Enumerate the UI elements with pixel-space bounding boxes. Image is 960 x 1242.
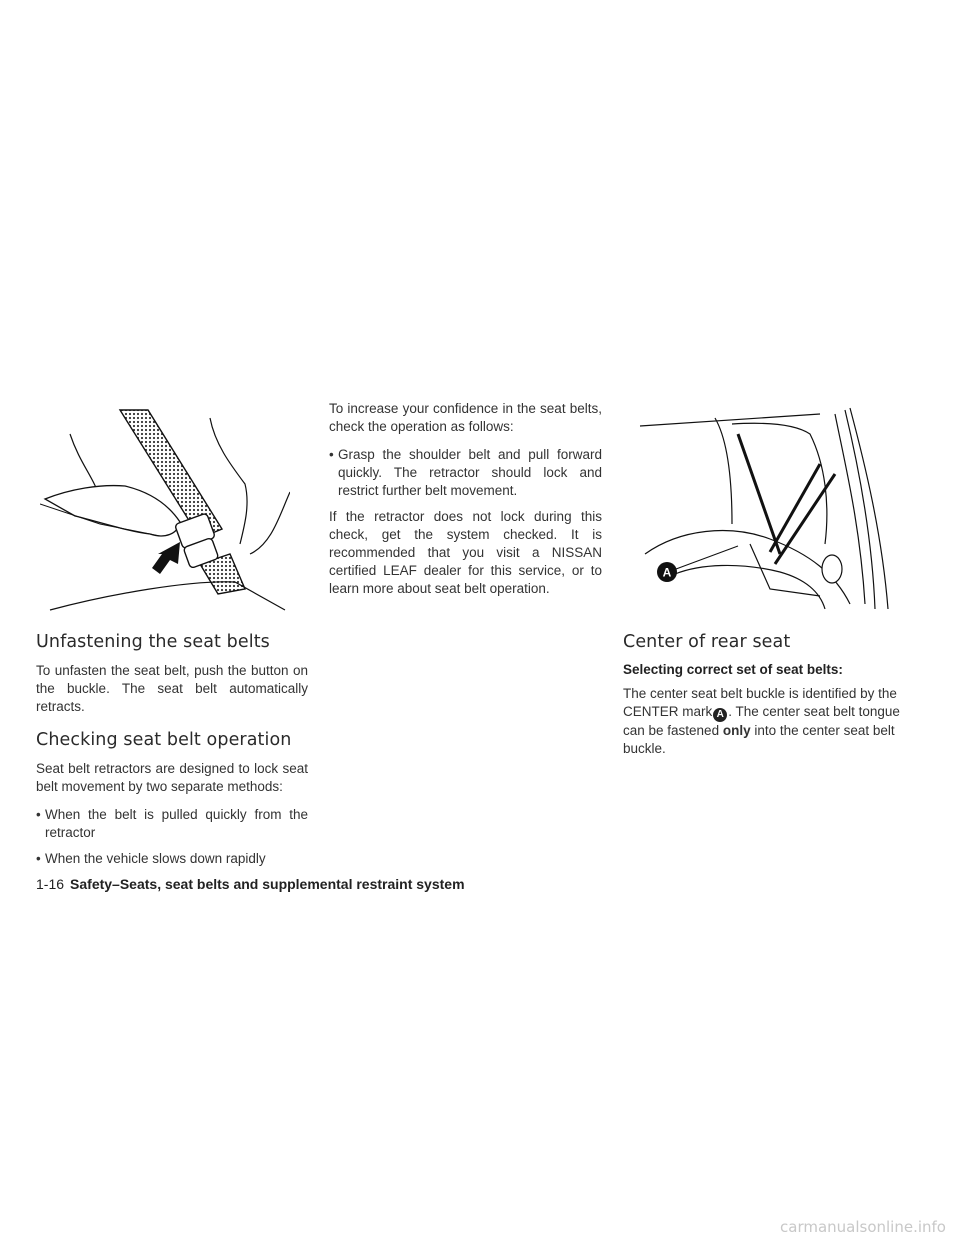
list-item	[36, 850, 308, 868]
checking-heading: Checking seat belt operation	[36, 730, 292, 750]
right-column	[623, 632, 909, 768]
center-belt-text	[623, 685, 909, 758]
left-column	[36, 632, 308, 876]
unfastening-heading: Unfastening the seat belts	[36, 632, 270, 652]
center-text-part2: . The center seat belt tongue can be fastened	[623, 704, 900, 738]
bullet-dot: •	[329, 447, 334, 462]
checking-text: Seat belt retractors are designed to lock seat belt movement by two separate methods:	[36, 761, 308, 794]
buckle-release-illustration	[40, 404, 290, 614]
bullet-text: Grasp the shoulder belt and pull forward quickly. The retractor should lock and restrict further belt movement.	[338, 447, 602, 498]
only-emphasis: only	[722, 723, 751, 738]
unfastening-text: To unfasten the seat belt, push the button on the buckle. The seat belt automatically retracts.	[36, 663, 308, 714]
selecting-subheading: Selecting correct set of seat belts:	[623, 662, 843, 677]
callout-a-label: A	[662, 565, 672, 580]
list-item	[329, 446, 602, 500]
center-text-part1: The center seat belt buckle is identified by the CENTER mark	[623, 686, 897, 719]
check-intro: To increase your confidence in the seat belts, check the operation as follows:	[329, 401, 602, 434]
rear-seat-center-belt-illustration	[620, 404, 920, 614]
bullet-text: When the belt is pulled quickly from the retractor	[45, 807, 308, 840]
mark-a-icon: A	[713, 708, 727, 722]
center-text-part3: into the center seat belt buckle.	[623, 723, 895, 756]
bullet-dot: •	[36, 851, 41, 866]
middle-column	[329, 400, 602, 608]
bullet-dot: •	[36, 807, 41, 822]
center-rear-heading: Center of rear seat	[623, 632, 791, 652]
section-title: Safety–Seats, seat belts and supplemental restraint system	[70, 876, 465, 892]
list-item	[36, 806, 308, 842]
watermark: carmanualsonline.info	[780, 1218, 946, 1236]
bullet-text: When the vehicle slows down rapidly	[45, 851, 266, 866]
retractor-advice: If the retractor does not lock during this check, get the system checked. It is recommended that you visit a NISSAN certified LEAF dealer for this service, or to learn more about seat belt operation.	[329, 509, 602, 596]
page-number: 1-16	[36, 876, 65, 892]
page-footer	[36, 876, 465, 892]
